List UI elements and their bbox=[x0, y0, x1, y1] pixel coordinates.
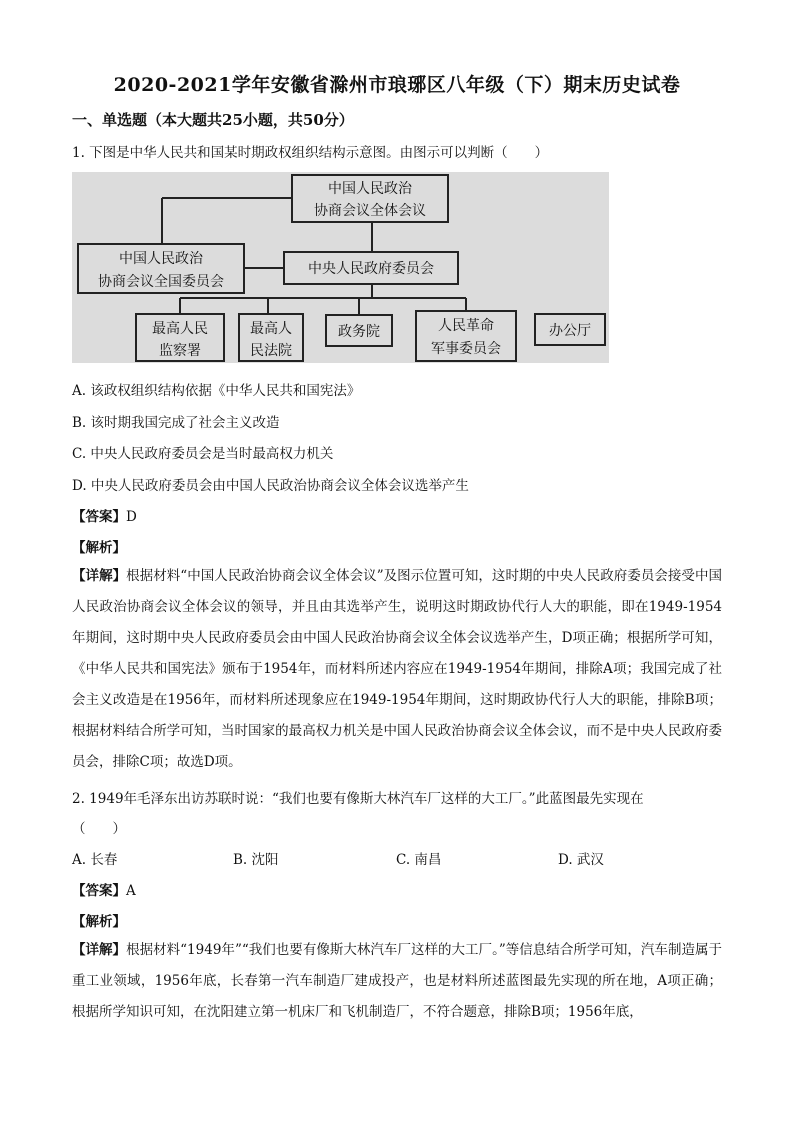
node-child-4-line1: 人民革命 bbox=[438, 318, 494, 334]
q1-option-c: C. 中央人民政府委员会是当时最高权力机关 bbox=[72, 446, 334, 462]
node-top-line1: 中国人民政治 bbox=[328, 181, 412, 197]
q2-answer bbox=[72, 879, 136, 899]
detail-text: 根据材料“中国人民政治协商会议全体会议”及图示位置可知，这时期的中央人民政府委员会接受中国人民政治协商会议全体会议的领导，并且由其选举产生，说明这时期政协代行人大的职能，即在1949-1954年期间，这时期中央人民政府委员会由中国人民政治协商会议全体会议选举产生，D项正确；根据所学可知，《中华人民共和国宪法》颁布于1954年，而材料所述内容应在1949-1954年期间，排除A项；我国完成了社会主义改造是在1956年，而材料所述现象应在1949-1954年期间，这时期政协代行人大的职能，排除B项；根据材料结合所学可知，当时国家的最高权力机关是中国人民政治协商会议全体会议，而不是中央人民政府委员会，排除C项；故选D项。 bbox=[72, 568, 722, 770]
q2-stem: 2. 1949年毛泽东出访苏联时说：“我们也要有像斯大林汽车厂这样的大工厂。”此蓝图最先实现在 bbox=[72, 791, 644, 807]
q1-detail bbox=[72, 561, 722, 778]
q2-option-a: A. 长春 bbox=[72, 852, 118, 868]
q2-detail bbox=[72, 935, 722, 1028]
q1-option-a: A. 该政权组织结构依据《中华人民共和国宪法》 bbox=[72, 383, 361, 399]
q1-answer bbox=[72, 505, 137, 525]
detail-text: 根据材料“1949年”“我们也要有像斯大林汽车厂这样的大工厂。”等信息结合所学可知，汽车制造属于重工业领域，1956年底，长春第一汽车制造厂建成投产，也是材料所述蓝图最先实现的所在地，A项正确；根据所学知识可知，在沈阳建立第一机床厂和飞机制造厂，不符合题意，排除B项；1956年底， bbox=[72, 942, 723, 1020]
q2-paren: （ ） bbox=[72, 821, 126, 837]
q1-option-d: D. 中央人民政府委员会由中国人民政治协商会议全体会议选举产生 bbox=[72, 478, 469, 494]
answer-value: A bbox=[126, 883, 136, 899]
node-child-5: 办公厅 bbox=[549, 323, 591, 339]
node-child-1-line1: 最高人民 bbox=[152, 321, 208, 337]
node-child-4-line2: 军事委员会 bbox=[431, 341, 501, 357]
detail-label: 【详解】 bbox=[72, 568, 127, 584]
node-top-line2: 协商会议全体会议 bbox=[314, 203, 426, 219]
org-structure-diagram bbox=[72, 172, 609, 363]
detail-label: 【详解】 bbox=[72, 942, 127, 958]
node-left-line2: 协商会议全国委员会 bbox=[98, 274, 224, 290]
q1-analysis-label: 【解析】 bbox=[72, 540, 126, 556]
node-child-2-line2: 民法院 bbox=[250, 343, 292, 359]
answer-label: 【答案】 bbox=[72, 509, 126, 525]
section-heading: 一、单选题（本大题共25小题，共50分） bbox=[72, 111, 354, 129]
q2-analysis-label: 【解析】 bbox=[72, 914, 126, 930]
page-title: 2020-2021学年安徽省滁州市琅琊区八年级（下）期末历史试卷 bbox=[113, 74, 681, 96]
q2-option-c: C. 南昌 bbox=[396, 852, 442, 868]
q1-stem: 1. 下图是中华人民共和国某时期政权组织结构示意图。由图示可以判断（ ） bbox=[72, 145, 549, 161]
node-child-1-line2: 监察署 bbox=[159, 343, 201, 359]
answer-label: 【答案】 bbox=[72, 883, 126, 899]
q1-option-b: B. 该时期我国完成了社会主义改造 bbox=[72, 415, 280, 431]
node-center: 中央人民政府委员会 bbox=[308, 261, 434, 277]
answer-value: D bbox=[126, 509, 137, 525]
node-child-3: 政务院 bbox=[338, 324, 380, 340]
node-left-line1: 中国人民政治 bbox=[119, 251, 203, 267]
q2-option-b: B. 沈阳 bbox=[233, 852, 279, 868]
node-child-2-line1: 最高人 bbox=[250, 321, 292, 337]
org-chart-svg bbox=[72, 172, 609, 363]
q2-option-d: D. 武汉 bbox=[558, 852, 604, 868]
